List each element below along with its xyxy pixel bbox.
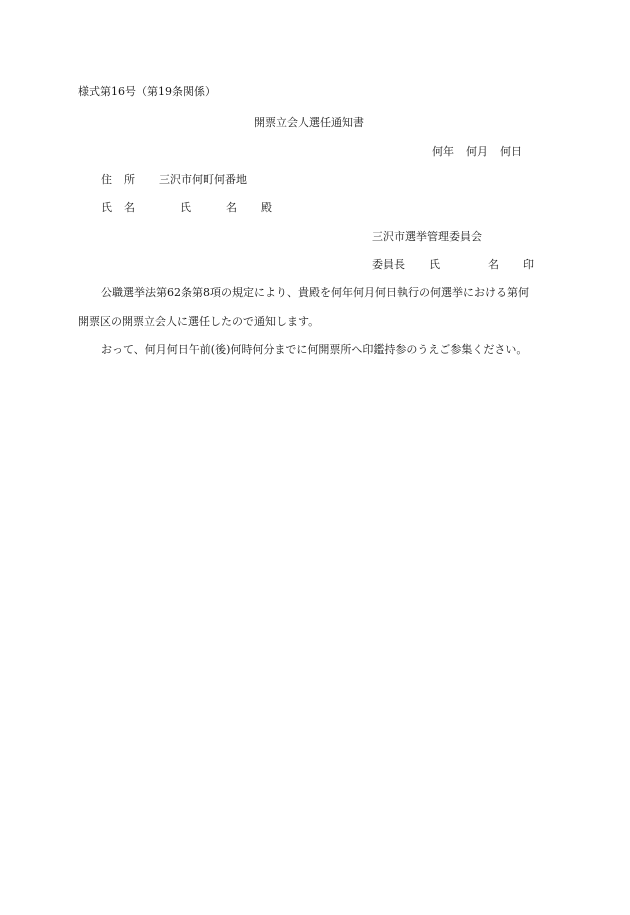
date-year: 何年	[432, 145, 454, 158]
date-day: 何日	[500, 145, 522, 158]
body-paragraph-1-line-1: 公職選挙法第62条第8項の規定により、貴殿を何年何月何日執行の何選挙における第何	[101, 286, 529, 299]
address-label-1: 住	[101, 173, 112, 186]
sender-position: 委員長	[372, 258, 405, 271]
recipient-address	[101, 173, 247, 187]
address-label-2: 所	[124, 173, 135, 186]
sender-name-1: 氏	[429, 258, 440, 271]
name-value-2: 名	[226, 201, 237, 214]
sender-organization: 三沢市選挙管理委員会	[372, 230, 482, 243]
sender-signature	[372, 258, 534, 272]
form-number: 様式第16号（第19条関係）	[78, 85, 216, 98]
address-value: 三沢市何町何番地	[159, 173, 247, 186]
sender-name-2: 名	[488, 258, 499, 271]
name-label-2: 名	[124, 201, 135, 214]
date-month: 何月	[466, 145, 488, 158]
name-label-1: 氏	[101, 201, 112, 214]
document-title: 開票立会人選任通知書	[254, 116, 364, 129]
seal-mark: 印	[523, 258, 534, 271]
recipient-name	[101, 201, 272, 215]
honorific: 殿	[261, 201, 272, 214]
document-date	[432, 145, 522, 159]
body-paragraph-2: おって、何月何日午前(後)何時何分までに何開票所へ印鑑持参のうえご参集ください。	[101, 343, 528, 356]
body-paragraph-1-line-2: 開票区の開票立会人に選任したので通知します。	[78, 315, 320, 328]
name-value-1: 氏	[180, 201, 191, 214]
